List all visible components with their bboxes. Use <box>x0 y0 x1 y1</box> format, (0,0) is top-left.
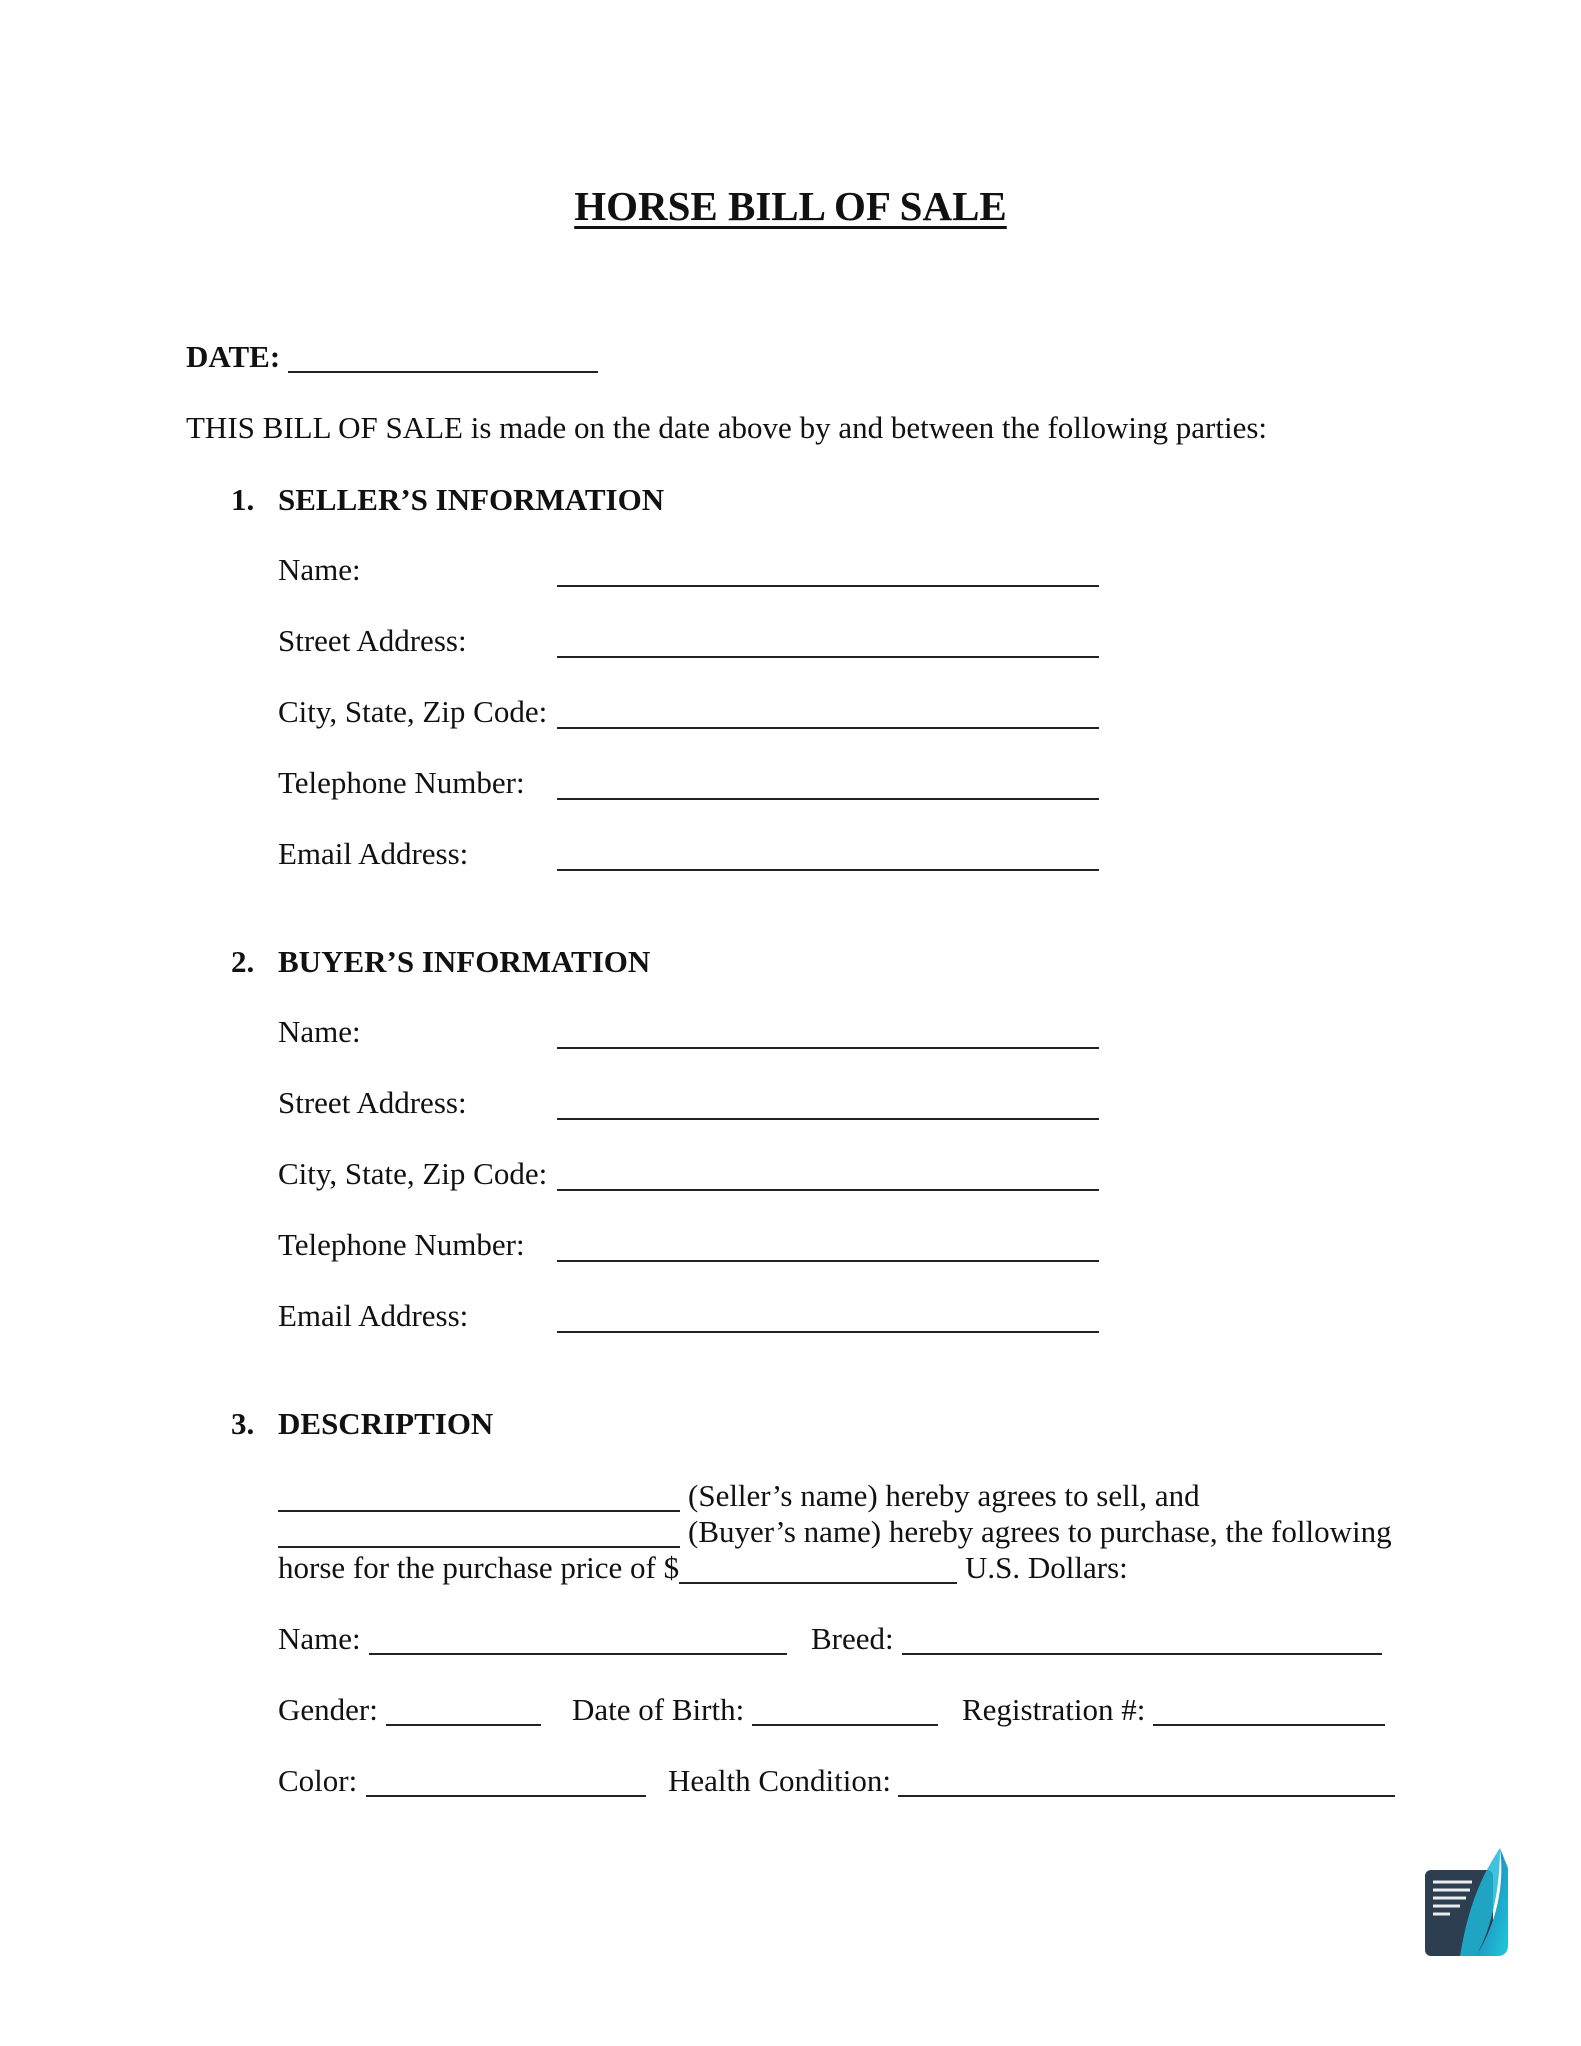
buyer-name-field[interactable] <box>557 1047 1099 1049</box>
horse-color-label: Color: <box>278 1763 358 1798</box>
date-input-line[interactable] <box>288 371 598 373</box>
seller-heading: SELLER’S INFORMATION <box>278 482 665 517</box>
description-heading: DESCRIPTION <box>278 1406 494 1441</box>
horse-color-field[interactable] <box>366 1795 646 1797</box>
buyer-name-blank[interactable] <box>278 1546 680 1548</box>
seller-city-label: City, State, Zip Code: <box>278 694 548 729</box>
seller-street-label: Street Address: <box>278 623 467 658</box>
formspal-document-quill-logo-icon <box>1420 1848 1510 1960</box>
seller-phone-field[interactable] <box>557 798 1099 800</box>
seller-name-field[interactable] <box>557 585 1099 587</box>
horse-dob-label: Date of Birth: <box>572 1692 745 1727</box>
horse-gender-field[interactable] <box>386 1724 541 1726</box>
purchase-price-blank[interactable] <box>679 1582 957 1584</box>
seller-city-field[interactable] <box>557 727 1099 729</box>
section-number-buyer: 2. <box>231 944 255 979</box>
description-line3-suffix: U.S. Dollars: <box>965 1550 1128 1585</box>
seller-phone-label: Telephone Number: <box>278 765 525 800</box>
buyer-email-field[interactable] <box>557 1331 1099 1333</box>
buyer-phone-label: Telephone Number: <box>278 1227 525 1262</box>
horse-gender-label: Gender: <box>278 1692 378 1727</box>
buyer-city-field[interactable] <box>557 1189 1099 1191</box>
horse-registration-field[interactable] <box>1153 1724 1385 1726</box>
horse-name-label: Name: <box>278 1621 361 1656</box>
buyer-name-label: Name: <box>278 1014 361 1049</box>
horse-name-field[interactable] <box>369 1653 787 1655</box>
seller-email-label: Email Address: <box>278 836 469 871</box>
buyer-street-label: Street Address: <box>278 1085 467 1120</box>
buyer-heading: BUYER’S INFORMATION <box>278 944 651 979</box>
section-number-seller: 1. <box>231 482 255 517</box>
seller-name-blank[interactable] <box>278 1510 680 1512</box>
buyer-phone-field[interactable] <box>557 1260 1099 1262</box>
horse-health-field[interactable] <box>898 1795 1395 1797</box>
section-number-description: 3. <box>231 1406 255 1441</box>
description-line1: (Seller’s name) hereby agrees to sell, and <box>688 1478 1200 1513</box>
buyer-city-label: City, State, Zip Code: <box>278 1156 548 1191</box>
horse-registration-label: Registration #: <box>962 1692 1146 1727</box>
seller-street-field[interactable] <box>557 656 1099 658</box>
horse-breed-label: Breed: <box>811 1621 894 1656</box>
buyer-street-field[interactable] <box>557 1118 1099 1120</box>
description-line3-prefix: horse for the purchase price of $ <box>278 1550 680 1585</box>
seller-email-field[interactable] <box>557 869 1099 871</box>
horse-dob-field[interactable] <box>752 1724 938 1726</box>
intro-text: THIS BILL OF SALE is made on the date above by and between the following parties: <box>186 410 1268 445</box>
date-label: DATE: <box>186 339 281 374</box>
horse-breed-field[interactable] <box>902 1653 1382 1655</box>
horse-health-label: Health Condition: <box>668 1763 892 1798</box>
description-line2: (Buyer’s name) hereby agrees to purchase, the following <box>688 1514 1392 1549</box>
buyer-email-label: Email Address: <box>278 1298 469 1333</box>
document-title: HORSE BILL OF SALE <box>574 183 1007 229</box>
seller-name-label: Name: <box>278 552 361 587</box>
